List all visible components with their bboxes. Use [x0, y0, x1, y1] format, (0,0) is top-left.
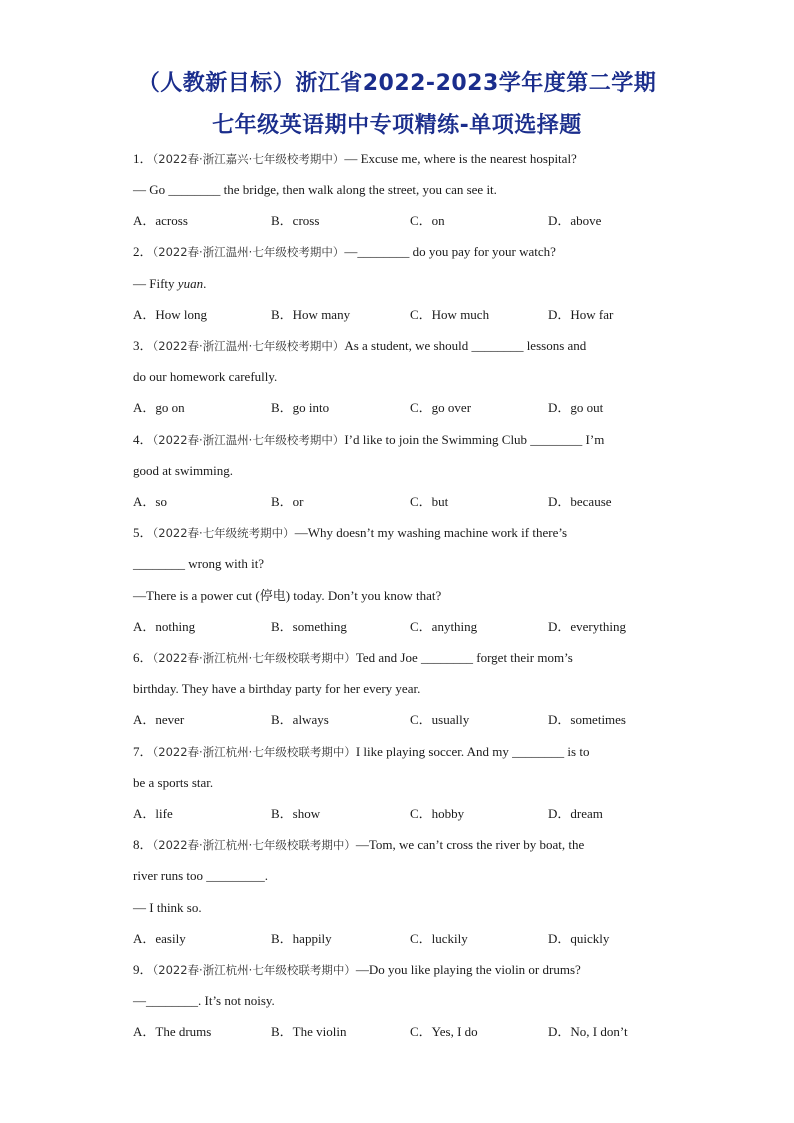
question-1-options — [133, 212, 693, 230]
question-1-stem: 1．（2022春·浙江嘉兴·七年级校考期中）— Excuse me, where is the nearest hospital? — [133, 151, 577, 166]
option-a: A．across — [133, 213, 188, 228]
question-7-stem: 7．（2022春·浙江杭州·七年级校联考期中）I like playing soccer. And my ________ is to — [133, 744, 590, 759]
option-a: A．easily — [133, 931, 186, 946]
option-d: D．dream — [548, 806, 603, 821]
option-d: D．everything — [548, 619, 626, 634]
question-source: （2022春·浙江温州·七年级校考期中） — [152, 433, 345, 447]
question-source: （2022春·浙江杭州·七年级校联考期中） — [152, 838, 356, 852]
question-5-stem: 5．（2022春·七年级统考期中）—Why doesn’t my washing machine work if there’s — [133, 525, 568, 540]
option-b: B．cross — [271, 213, 320, 228]
option-a: A．go on — [133, 400, 185, 415]
question-source: （2022春·七年级统考期中） — [152, 526, 295, 540]
option-c: C．Yes, I do — [410, 1024, 478, 1039]
question-7-options — [133, 805, 693, 823]
question-8-line-3: — I think so. — [133, 900, 202, 915]
question-4-line-2: good at swimming. — [133, 463, 234, 478]
option-c: C．usually — [410, 712, 470, 727]
document-title-line-1: （人教新目标）浙江省2022-2023学年度第二学期 — [137, 71, 657, 96]
option-c: C．anything — [410, 619, 478, 634]
option-c: C．hobby — [410, 806, 465, 821]
option-b: B．How many — [271, 307, 351, 322]
option-d: D．because — [548, 494, 612, 509]
option-b: B．happily — [271, 931, 332, 946]
question-6-line-2: birthday. They have a birthday party for her every year. — [133, 681, 421, 696]
question-6-options — [133, 711, 693, 729]
question-8-stem: 8．（2022春·浙江杭州·七年级校联考期中）—Tom, we can’t cross the river by boat, the — [133, 837, 585, 852]
option-a: A．nothing — [133, 619, 196, 634]
option-b: B．go into — [271, 400, 330, 415]
question-5-options — [133, 618, 693, 636]
option-d: D．go out — [548, 400, 604, 415]
option-b: B．always — [271, 712, 329, 727]
question-8-options — [133, 930, 693, 948]
question-2-stem: 2．（2022春·浙江温州·七年级校考期中）—________ do you pay for your watch? — [133, 244, 556, 259]
question-3-options — [133, 399, 693, 417]
question-9-options — [133, 1023, 693, 1041]
question-6-stem: 6．（2022春·浙江杭州·七年级校联考期中）Ted and Joe ________ forget their mom’s — [133, 650, 573, 665]
option-c: C．but — [410, 494, 449, 509]
option-d: D．How far — [548, 307, 614, 322]
question-7-line-2: be a sports star. — [133, 775, 214, 790]
question-9-line-2: —________. It’s not noisy. — [133, 993, 275, 1008]
option-a: A．never — [133, 712, 185, 727]
option-a: A．life — [133, 806, 173, 821]
question-2-options — [133, 306, 693, 324]
question-5-line-2: ________ wrong with it? — [133, 556, 265, 571]
option-b: B．something — [271, 619, 347, 634]
question-3-stem: 3．（2022春·浙江温州·七年级校考期中）As a student, we should ________ lessons and — [133, 338, 587, 353]
option-d: D．No, I don’t — [548, 1024, 628, 1039]
option-d: D．sometimes — [548, 712, 626, 727]
question-source: （2022春·浙江杭州·七年级校联考期中） — [152, 963, 356, 977]
question-source: （2022春·浙江温州·七年级校考期中） — [152, 245, 345, 259]
question-source: （2022春·浙江嘉兴·七年级校考期中） — [152, 152, 345, 166]
question-9-stem: 9．（2022春·浙江杭州·七年级校联考期中）—Do you like playing the violin or drums? — [133, 962, 581, 977]
option-b: B．show — [271, 806, 321, 821]
question-4-options — [133, 493, 693, 511]
question-source: （2022春·浙江杭州·七年级校联考期中） — [152, 745, 356, 759]
option-c: C．How much — [410, 307, 490, 322]
question-1-line-2: — Go ________ the bridge, then walk along the street, you can see it. — [133, 182, 497, 197]
document-title-line-2: 七年级英语期中专项精练-单项选择题 — [212, 113, 582, 138]
option-b: B．The violin — [271, 1024, 347, 1039]
question-5-line-3: —There is a power cut (停电) today. Don’t you know that? — [133, 588, 442, 603]
option-c: C．on — [410, 213, 445, 228]
question-8-line-2: river runs too _________. — [133, 868, 269, 883]
option-b: B．or — [271, 494, 304, 509]
option-a: A．The drums — [133, 1024, 212, 1039]
option-d: D．above — [548, 213, 602, 228]
option-c: C．go over — [410, 400, 472, 415]
question-4-stem: 4．（2022春·浙江温州·七年级校考期中）I’d like to join the Swimming Club ________ I’m — [133, 432, 605, 447]
question-source: （2022春·浙江杭州·七年级校联考期中） — [152, 651, 356, 665]
question-3-line-2: do our homework carefully. — [133, 369, 278, 384]
question-source: （2022春·浙江温州·七年级校考期中） — [152, 339, 345, 353]
option-a: A．How long — [133, 307, 208, 322]
question-2-line-2: — Fifty yuan. — [133, 276, 207, 291]
option-c: C．luckily — [410, 931, 468, 946]
option-a: A．so — [133, 494, 167, 509]
option-d: D．quickly — [548, 931, 610, 946]
